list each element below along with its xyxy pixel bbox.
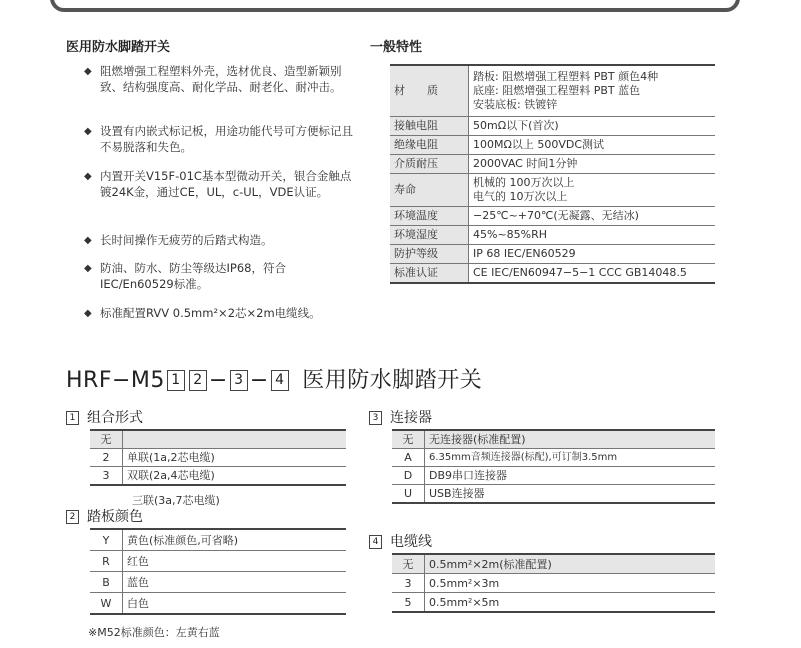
section-number: 2 <box>66 510 79 524</box>
table-row: 无 无连接器(标准配置) <box>392 430 715 449</box>
spec-key: 绝缘电阻 <box>390 136 469 155</box>
table-row: D DB9串口连接器 <box>392 467 715 485</box>
spec-key: 接触电阻 <box>390 117 469 136</box>
spec-key: 材 质 <box>390 65 469 117</box>
model-code: HRF−M5 1 2 − 3 − 4 医用防水脚踏开关 <box>66 368 483 393</box>
section-number: 3 <box>369 411 382 425</box>
spec-value: CE IEC/EN60947−5−1 CCC GB14048.5 <box>469 264 716 284</box>
diamond-bullet-icon: ◆ <box>84 126 92 137</box>
table-row <box>390 207 715 226</box>
section-connector-title: 3 连接器 <box>369 407 432 427</box>
table-row <box>390 264 715 284</box>
spec-key: 防护等级 <box>390 245 469 264</box>
color-note: ※M52标准颜色：左黄右蓝 <box>88 626 220 639</box>
spec-key: 环境湿度 <box>390 226 469 245</box>
table-row: 无 0.5mm²×2m(标准配置) <box>392 554 715 574</box>
table-row: 3 0.5mm²×3m <box>392 574 715 593</box>
table-row <box>390 136 715 155</box>
top-frame <box>50 0 740 12</box>
connector-table <box>392 429 715 504</box>
diamond-bullet-icon: ◆ <box>84 263 92 274</box>
spec-key: 寿命 <box>390 174 469 207</box>
feature-item: ◆ 阻燃增强工程塑料外壳，选材优良、造型新颖别致、结构强度高、耐化学品、耐老化、耐冲击。 <box>84 64 342 94</box>
spec-value: 机械的 100万次以上 电气的 10万次以上 <box>469 174 716 207</box>
spec-key: 环境温度 <box>390 207 469 226</box>
feature-item: ◆ 长时间操作无疲劳的后踏式构造。 <box>84 233 273 247</box>
model-box-2: 2 <box>189 370 207 391</box>
combo-table <box>90 429 346 486</box>
features-title: 医用防水脚踏开关 <box>66 40 171 55</box>
table-row <box>390 117 715 136</box>
general-title: 一般特性 <box>370 40 423 55</box>
section-combo-title: 1 组合形式 <box>66 407 143 427</box>
feature-item: ◆ 标准配置RVV 0.5mm²×2芯×2m电缆线。 <box>84 306 321 320</box>
spec-value: 45%~85%RH <box>469 226 716 245</box>
cable-table <box>392 553 715 613</box>
model-box-1: 1 <box>167 370 185 391</box>
table-row: 无 <box>90 430 346 449</box>
section-number: 4 <box>369 535 382 549</box>
table-row: W 白色 <box>90 593 346 615</box>
table-row <box>390 245 715 264</box>
model-box-3: 3 <box>230 370 248 391</box>
table-row: U USB连接器 <box>392 485 715 504</box>
diamond-bullet-icon: ◆ <box>84 235 92 246</box>
diamond-bullet-icon: ◆ <box>84 66 92 77</box>
general-spec-table <box>390 64 715 284</box>
pedal-color-table <box>90 528 346 615</box>
table-row: 2 单联(1a,2芯电缆) <box>90 449 346 467</box>
combo-extra-row: 三联(3a,7芯电缆) <box>132 494 220 507</box>
table-row <box>390 155 715 174</box>
spec-value: −25℃~+70℃(无凝露、无结冰) <box>469 207 716 226</box>
spec-value: 2000VAC 时间1分钟 <box>469 155 716 174</box>
feature-item: ◆ 防油、防水、防尘等级达IP68，符合IEC/En60529标准。 <box>84 261 286 291</box>
spec-value: 踏板: 阻燃增强工程塑料 PBT 颜色4种 底座: 阻燃增强工程塑料 PBT 蓝色 安装底板: 铁镀锌 <box>469 65 716 117</box>
spec-key: 标准认证 <box>390 264 469 284</box>
diamond-bullet-icon: ◆ <box>84 171 92 182</box>
model-box-4: 4 <box>271 370 289 391</box>
feature-item: ◆ 设置有内嵌式标记板，用途功能代号可方便标记且不易脱落和失色。 <box>84 124 353 154</box>
table-row <box>390 226 715 245</box>
diamond-bullet-icon: ◆ <box>84 308 92 319</box>
table-row: 5 0.5mm²×5m <box>392 593 715 613</box>
spec-key: 介质耐压 <box>390 155 469 174</box>
section-cable-title: 4 电缆线 <box>369 531 432 551</box>
table-row <box>390 65 715 117</box>
table-row <box>390 174 715 207</box>
section-number: 1 <box>66 411 79 425</box>
spec-value: 50mΩ以下(首次) <box>469 117 716 136</box>
table-row: A 6.35mm音频连接器(标配),可订制3.5mm <box>392 449 715 467</box>
table-row: R 红色 <box>90 551 346 572</box>
section-pedal-title: 2 踏板颜色 <box>66 506 143 526</box>
table-row: Y 黄色(标准颜色,可省略) <box>90 529 346 551</box>
feature-item: ◆ 内置开关V15F-01C基本型微动开关，银合金触点镀24K金，通过CE，UL，c-UL，VDE认证。 <box>84 169 352 199</box>
spec-value: 100MΩ以上 500VDC测试 <box>469 136 716 155</box>
table-row: 3 双联(2a,4芯电缆) <box>90 467 346 486</box>
table-row: B 蓝色 <box>90 572 346 593</box>
spec-value: IP 68 IEC/EN60529 <box>469 245 716 264</box>
